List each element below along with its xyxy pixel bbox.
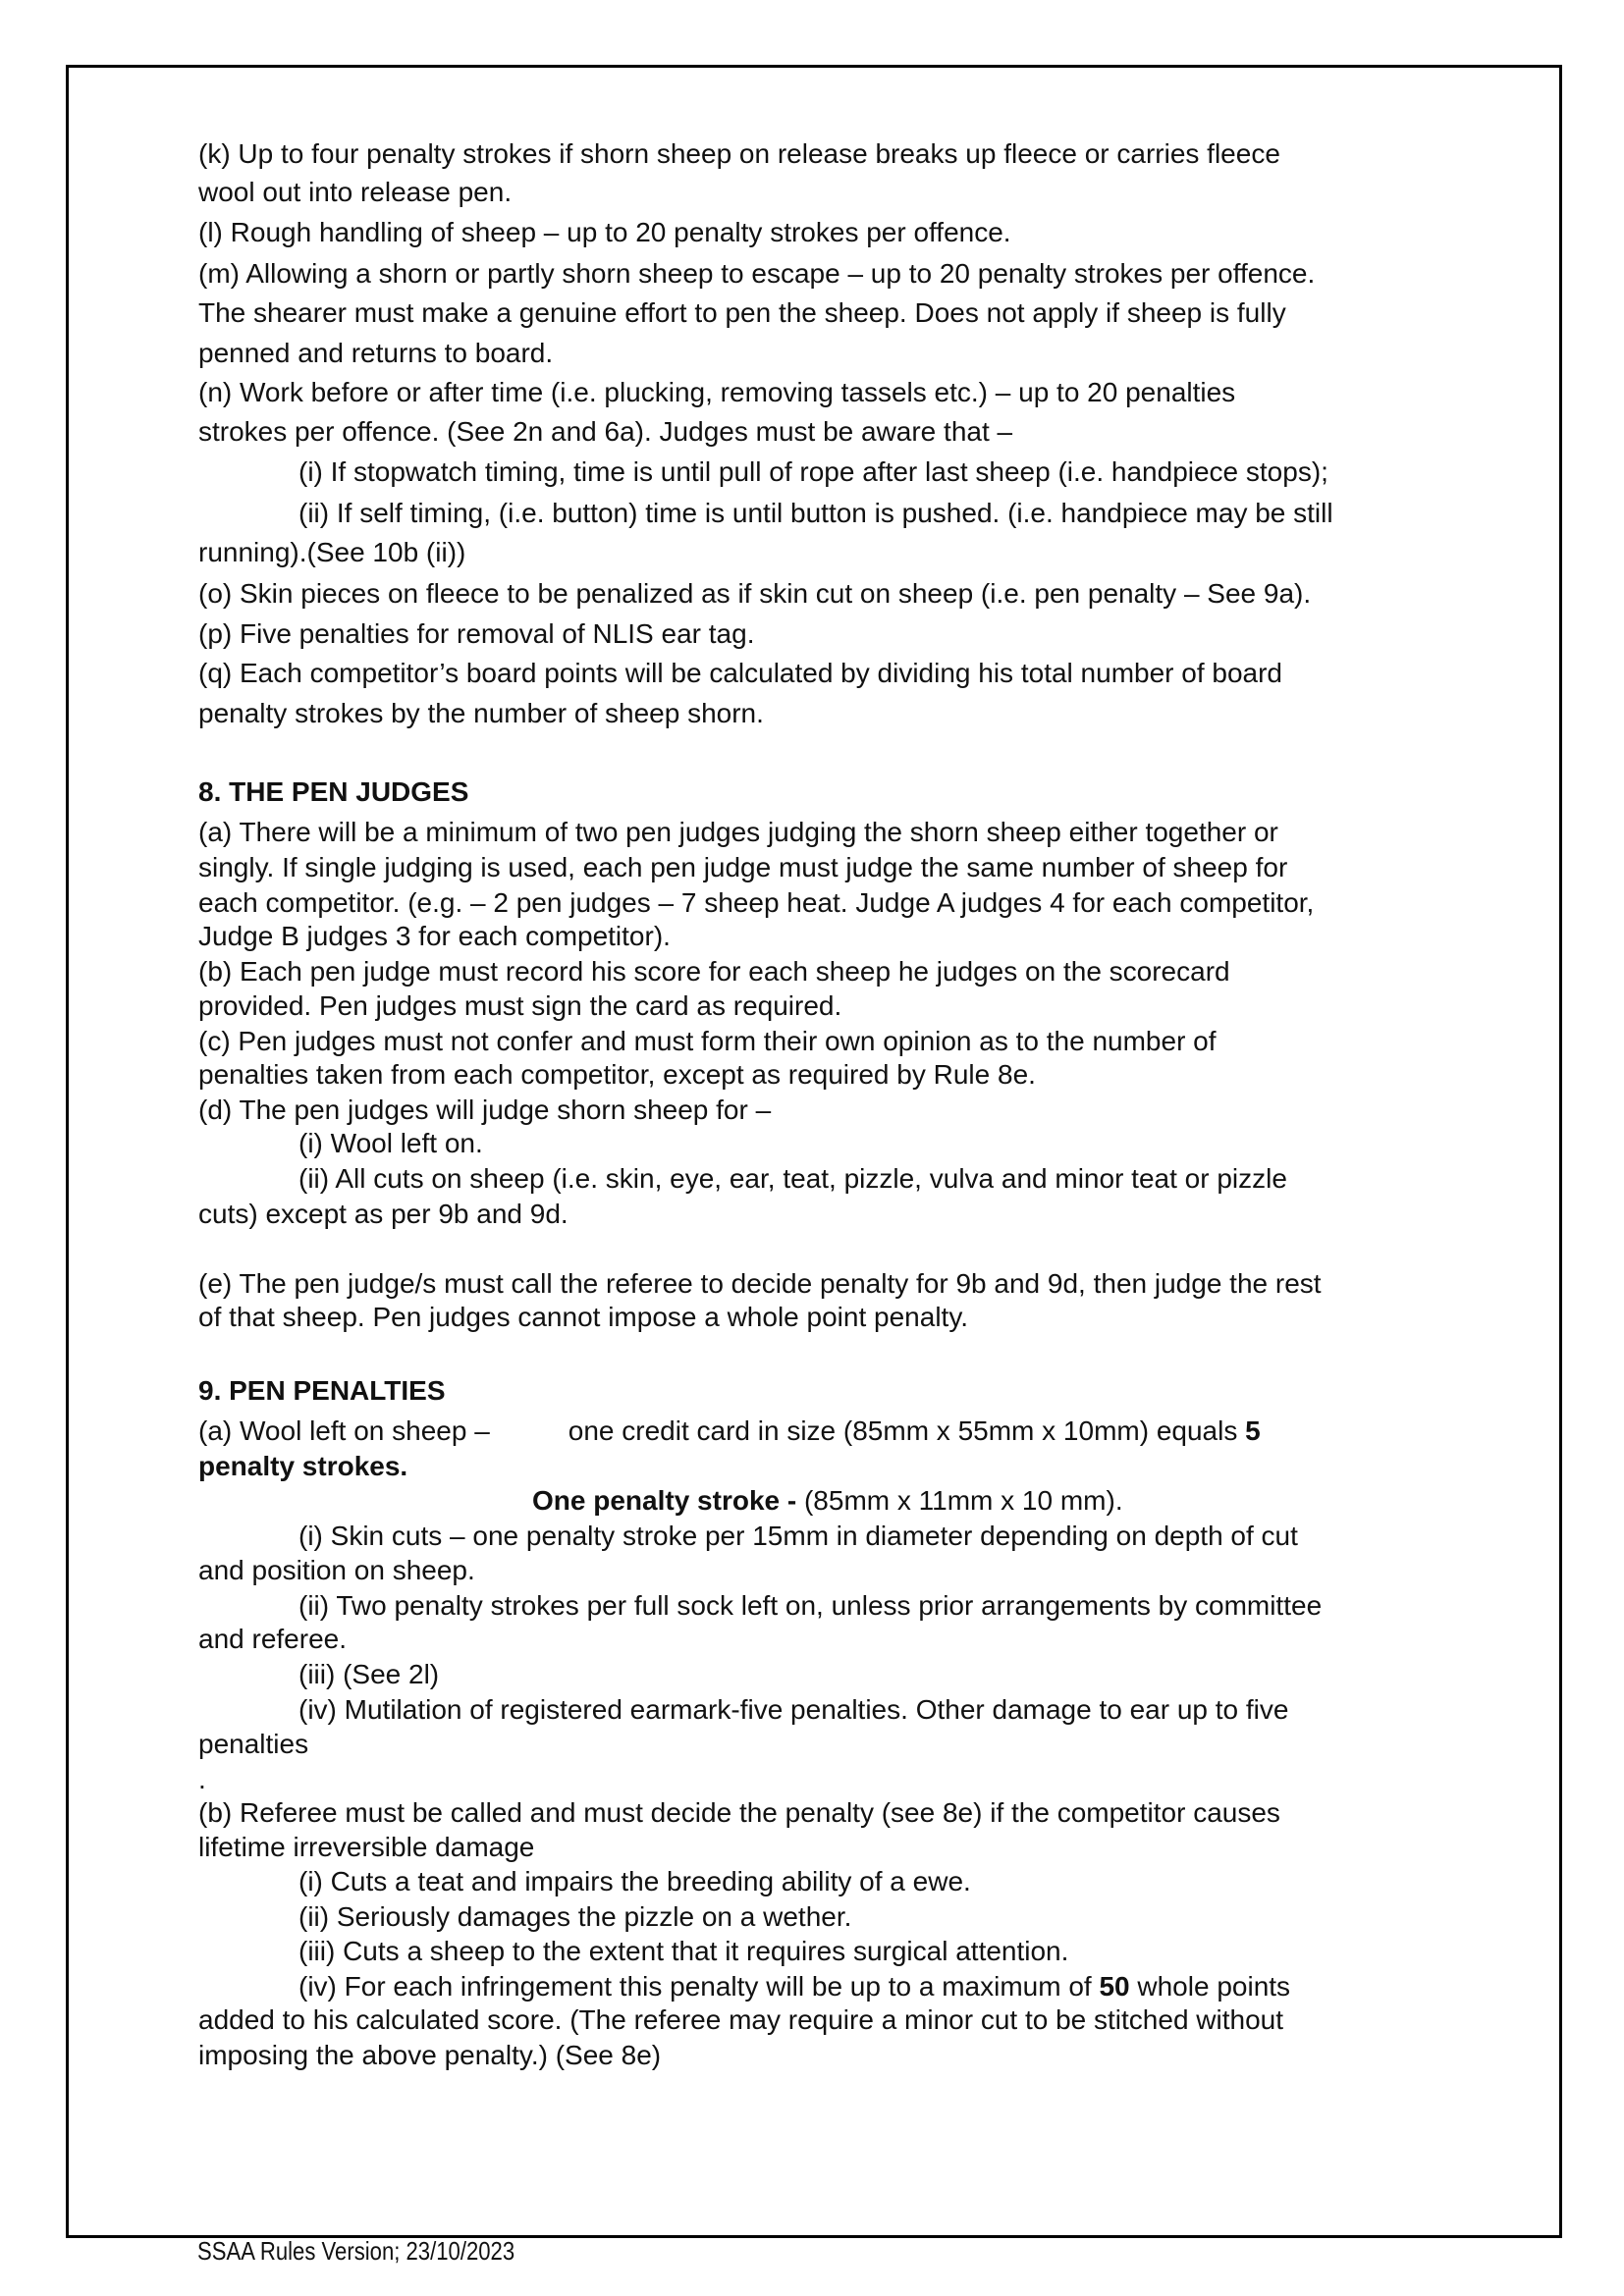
item-text: one credit card in size (85mm x 55mm x 10mm) equals xyxy=(568,1415,1246,1446)
text-line: (l) Rough handling of sheep – up to 20 penalty strokes per offence. xyxy=(198,217,1011,247)
text-line: (o) Skin pieces on fleece to be penalized as if skin cut on sheep (i.e. pen penalty – See 9a). xyxy=(198,578,1312,609)
text-line: and referee. xyxy=(198,1624,347,1654)
text-line: singly. If single judging is used, each pen judge must judge the same number of sheep for xyxy=(198,852,1288,882)
text-line: provided. Pen judges must sign the card as required. xyxy=(198,990,842,1021)
text-line: (m) Allowing a shorn or partly shorn sheep to escape – up to 20 penalty strokes per offence. xyxy=(198,258,1316,289)
text-line: The shearer must make a genuine effort to pen the sheep. Does not apply if sheep is fully xyxy=(198,297,1286,328)
item-text: whole points xyxy=(1129,1971,1291,2002)
text-line: (c) Pen judges must not confer and must form their own opinion as to the number of xyxy=(198,1026,1217,1056)
text-line: of that sheep. Pen judges cannot impose a whole point penalty. xyxy=(198,1302,969,1332)
text-line: (iii) (See 2l) xyxy=(298,1659,440,1689)
text-line: (e) The pen judge/s must call the referee to decide penalty for 9b and 9d, then judge the rest xyxy=(198,1268,1322,1299)
text-line: lifetime irreversible damage xyxy=(198,1832,535,1862)
text-line: Judge B judges 3 for each competitor). xyxy=(198,921,671,951)
text-line: (iii) Cuts a sheep to the extent that it requires surgical attention. xyxy=(298,1936,1069,1966)
text-line: (ii) Two penalty strokes per full sock left on, unless prior arrangements by committee xyxy=(298,1590,1323,1621)
text-line: (q) Each competitor’s board points will be calculated by dividing his total number of board xyxy=(198,658,1283,688)
text-line: and position on sheep. xyxy=(198,1555,475,1585)
text-line: (ii) All cuts on sheep (i.e. skin, eye, ear, teat, pizzle, vulva and minor teat or pizzle xyxy=(298,1163,1287,1194)
page-footer: SSAA Rules Version; 23/10/2023 xyxy=(197,2236,515,2266)
text-line: penalties taken from each competitor, except as required by Rule 8e. xyxy=(198,1059,1036,1090)
text-line: cuts) except as per 9b and 9d. xyxy=(198,1199,568,1229)
text-line: (b) Each pen judge must record his score for each sheep he judges on the scorecard xyxy=(198,956,1230,987)
text-line: penalty strokes by the number of sheep shorn. xyxy=(198,698,764,728)
text-line: (d) The pen judges will judge shorn sheep for – xyxy=(198,1095,772,1125)
item-label: (a) Wool left on sheep – xyxy=(198,1415,490,1446)
bold-text: One penalty stroke - xyxy=(532,1485,804,1516)
bold-value: 5 xyxy=(1245,1415,1261,1446)
text-line: (n) Work before or after time (i.e. plucking, removing tassels etc.) – up to 20 penalties xyxy=(198,377,1236,407)
text-line: (p) Five penalties for removal of NLIS ear tag. xyxy=(198,618,755,649)
text-line: (i) Cuts a teat and impairs the breeding ability of a ewe. xyxy=(298,1866,971,1896)
text-line: (b) Referee must be called and must decide the penalty (see 8e) if the competitor causes xyxy=(198,1797,1280,1828)
text-line: (i) If stopwatch timing, time is until pull of rope after last sheep (i.e. handpiece stops); xyxy=(298,456,1328,487)
text-line: penalties xyxy=(198,1729,309,1759)
text-line xyxy=(298,1970,1290,2003)
text-line: penalty strokes. xyxy=(198,1451,408,1481)
text-line: running).(See 10b (ii)) xyxy=(198,537,466,567)
text-line: each competitor. (e.g. – 2 pen judges – 7 sheep heat. Judge A judges 4 for each competitor, xyxy=(198,887,1315,918)
text-line: strokes per offence. (See 2n and 6a). Judges must be aware that – xyxy=(198,416,1013,447)
section-heading: 9. PEN PENALTIES xyxy=(198,1375,446,1406)
text-line: . xyxy=(198,1764,206,1794)
text-line: (k) Up to four penalty strokes if shorn sheep on release breaks up fleece or carries fleece xyxy=(198,138,1280,169)
bold-value: 50 xyxy=(1099,1971,1130,2002)
item-text: (85mm x 11mm x 10 mm). xyxy=(803,1485,1123,1516)
text-line: added to his calculated score. (The referee may require a minor cut to be stitched without xyxy=(198,2004,1284,2035)
text-line: (ii) Seriously damages the pizzle on a wether. xyxy=(298,1901,852,1932)
text-line: (iv) Mutilation of registered earmark-five penalties. Other damage to ear up to five xyxy=(298,1694,1289,1725)
text-line: (ii) If self timing, (i.e. button) time is until button is pushed. (i.e. handpiece may be still xyxy=(298,498,1333,528)
text-line: (i) Wool left on. xyxy=(298,1128,483,1158)
section-heading: 8. THE PEN JUDGES xyxy=(198,776,469,807)
text-line: penned and returns to board. xyxy=(198,338,554,368)
text-line xyxy=(198,1415,1261,1448)
item-text: (iv) For each infringement this penalty will be up to a maximum of xyxy=(298,1971,1100,2002)
text-line: wool out into release pen. xyxy=(198,177,513,207)
text-line: (i) Skin cuts – one penalty stroke per 15mm in diameter depending on depth of cut xyxy=(298,1521,1298,1551)
text-line xyxy=(532,1484,1123,1518)
text-line: (a) There will be a minimum of two pen judges judging the shorn sheep either together or xyxy=(198,817,1278,847)
text-line: imposing the above penalty.) (See 8e) xyxy=(198,2040,662,2070)
